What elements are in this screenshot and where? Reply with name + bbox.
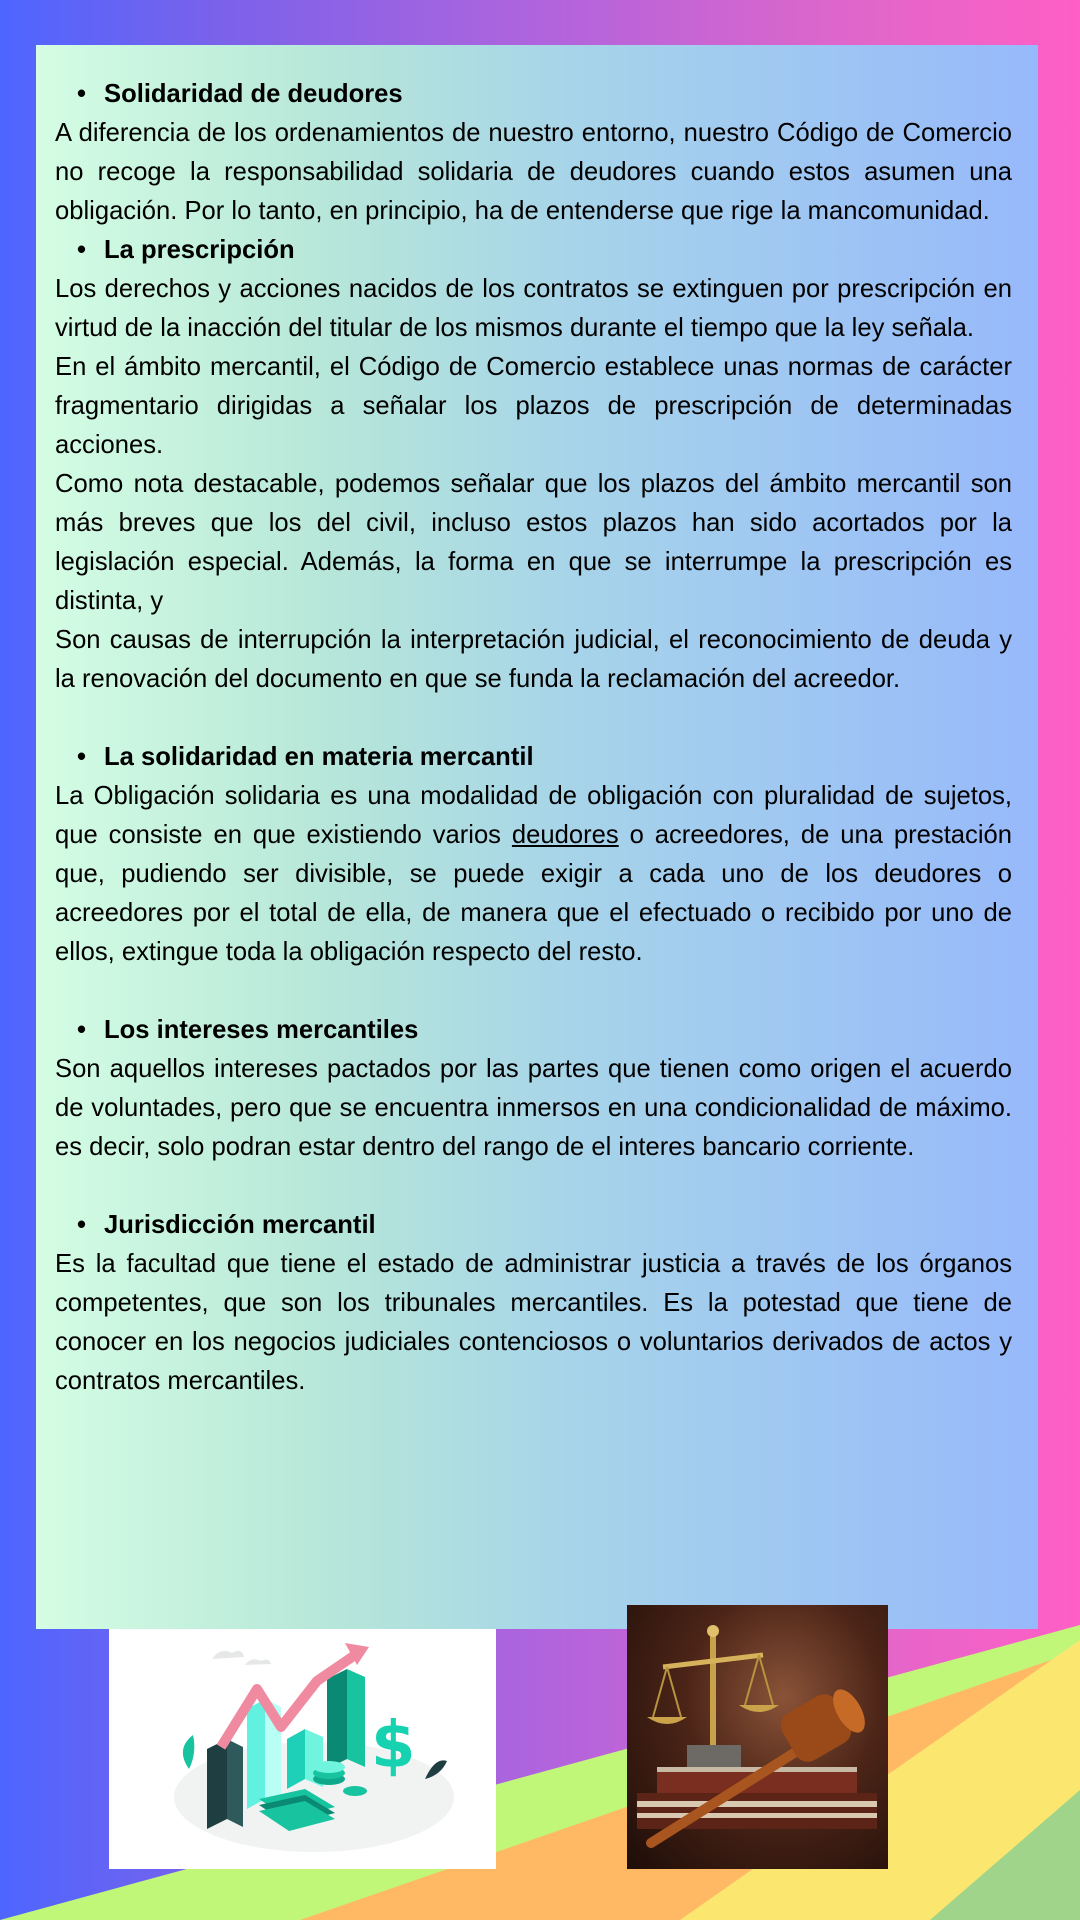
deudores-link[interactable]: deudores (511, 821, 619, 849)
section-paragraph: Son aquellos intereses pactados por las partes que tienen como origen el acuerdo de voluntades, pero que se encuentra inmersos en una condicionalidad de máximo. es decir, solo podran estar dentro del rango de el interes bancario corriente. (55, 1055, 1012, 1161)
finance-chart-icon (109, 1629, 496, 1869)
section-heading: • Solidaridad de deudores (55, 75, 1012, 114)
section-paragraph: Los derechos y acciones nacidos de los contratos se extinguen por prescripción en virtud de la inacción del titular de los mismos durante el tiempo que la ley señala. (55, 275, 1012, 342)
justice-scales-gavel-photo (627, 1605, 888, 1869)
content-panel (36, 45, 1038, 1629)
section-paragraph: A diferencia de los ordenamientos de nuestro entorno, nuestro Código de Comercio no recoge la responsabilidad solidaria de deudores cuando estos asumen una obligación. Por lo tanto, en principio, ha de entenderse que rige la mancomunidad. (55, 119, 1012, 225)
section-paragraph: Son causas de interrupción la interpretación judicial, el reconocimiento de deuda y la renovación del documento en que se funda la reclamación del acreedor. (55, 626, 1012, 693)
blank-line (55, 1167, 1012, 1206)
section-heading: • La prescripción (55, 231, 1012, 270)
section-paragraph: En el ámbito mercantil, el Código de Comercio establece unas normas de carácter fragmentario dirigidas a señalar los plazos de prescripción de determinadas acciones. (55, 353, 1012, 459)
finance-growth-illustration (109, 1629, 496, 1869)
section-paragraph (55, 777, 1012, 972)
section-paragraph: Como nota destacable, podemos señalar que los plazos del ámbito mercantil son más breves que los del civil, incluso estos plazos han sido acortados por la legislación especial. Además, la forma en que se interrumpe la prescripción es distinta, y (55, 470, 1012, 615)
paragraph-text: o acreedores, de una prestación que, pudiendo ser divisible, se puede exigir a cada uno de los deudores o acreedores por el total de ella, de manera que el efectuado o recibido por uno de ellos, extingue toda la obligación respecto del resto. (55, 821, 1012, 966)
section-heading: • Jurisdicción mercantil (55, 1206, 1012, 1245)
section-paragraph: Es la facultad que tiene el estado de administrar justicia a través de los órganos competentes, que son los tribunales mercantiles. Es la potestad que tiene de conocer en los negocios judiciales contenciosos o voluntarios derivados de actos y contratos mercantiles. (55, 1250, 1012, 1395)
scales-gavel-icon (627, 1605, 888, 1869)
blank-line (55, 699, 1012, 738)
section-heading: • Los intereses mercantiles (55, 1011, 1012, 1050)
svg-text:$: $ (371, 1709, 416, 1783)
blank-line (55, 972, 1012, 1011)
section-heading: • La solidaridad en materia mercantil (55, 738, 1012, 777)
paragraph-text: La Obligación solidaria es una modalidad de obligación con pluralidad de sujetos, que consiste en que existiendo varios (55, 782, 1012, 849)
